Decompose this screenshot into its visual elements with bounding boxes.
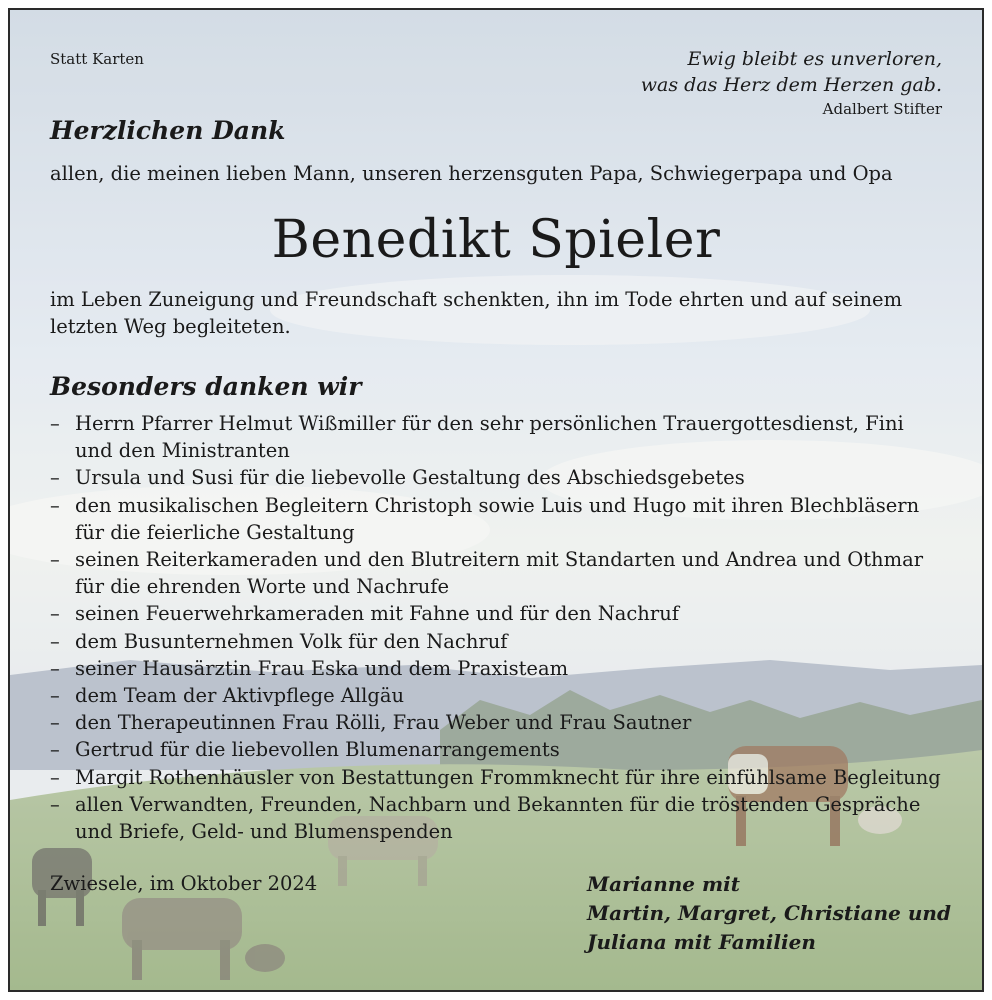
thanks-heading: Herzlichen Dank	[50, 116, 286, 145]
list-item-line: seiner Hausärztin Frau Eska und dem Praxisteam	[75, 656, 569, 680]
list-item-line: den Therapeutinnen Frau Rölli, Frau Weber und Frau Sautner	[75, 711, 692, 735]
special-thanks-heading: Besonders danken wir	[50, 372, 362, 401]
dash-marker: –	[50, 493, 60, 517]
dash-marker: –	[50, 792, 60, 816]
dash-marker: –	[50, 602, 60, 626]
list-item-line: dem Busunternehmen Volk für den Nachruf	[75, 629, 508, 653]
list-item-line: Gertrud für die liebevollen Blumenarrangements	[75, 738, 560, 762]
list-item	[50, 492, 955, 546]
list-item-line: und Briefe, Geld- und Blumenspenden	[75, 820, 453, 844]
list-item-line: dem Team der Aktivpflege Allgäu	[75, 684, 405, 708]
list-item-line: für die ehrenden Worte und Nachrufe	[75, 575, 450, 599]
body-line-1: im Leben Zuneigung und Freundschaft schenkten, ihn im Tode ehrten und auf seinem	[50, 288, 903, 311]
list-item-line: Ursula und Susi für die liebevolle Gestaltung des Abschiedsgebetes	[75, 466, 745, 490]
list-item	[50, 628, 955, 655]
quote-line-1: Ewig bleibt es unverloren,	[687, 48, 942, 70]
dash-marker: –	[50, 711, 60, 735]
signature-block	[587, 870, 951, 957]
list-item	[50, 410, 955, 464]
dash-marker: –	[50, 684, 60, 708]
statt-karten-label: Statt Karten	[50, 50, 144, 68]
dash-marker: –	[50, 656, 60, 680]
list-item	[50, 682, 955, 709]
dash-marker: –	[50, 765, 60, 789]
quote-block	[641, 46, 942, 120]
list-item	[50, 546, 955, 600]
list-item	[50, 464, 955, 491]
list-item	[50, 600, 955, 627]
signature-line-1: Marianne mit	[587, 872, 740, 896]
body-line-2: letzten Weg begleiteten.	[50, 315, 291, 338]
deceased-name: Benedikt Spieler	[271, 210, 721, 270]
quote-author: Adalbert Stifter	[822, 100, 942, 118]
list-item	[50, 764, 955, 791]
signature-line-2: Martin, Margret, Christiane und	[587, 901, 951, 925]
list-item-line: seinen Reiterkameraden und den Blutreitern mit Standarten und Andrea und Othmar	[75, 548, 924, 572]
list-item-line: für die feierliche Gestaltung	[75, 520, 355, 544]
list-item-line: Margit Rothenhäusler von Bestattungen Frommknecht für ihre einfühlsame Begleitung	[75, 765, 941, 789]
list-item-line: seinen Feuerwehrkameraden mit Fahne und für den Nachruf	[75, 602, 679, 626]
list-item	[50, 736, 955, 763]
list-item-line: und den Ministranten	[75, 439, 290, 463]
thanks-list	[50, 410, 955, 845]
list-item	[50, 709, 955, 736]
dash-marker: –	[50, 629, 60, 653]
dash-marker: –	[50, 466, 60, 490]
dash-marker: –	[50, 738, 60, 762]
obituary-card	[8, 8, 984, 992]
list-item-line: den musikalischen Begleitern Christoph sowie Luis und Hugo mit ihren Blechbläsern	[75, 493, 920, 517]
body-text	[50, 286, 902, 340]
list-item	[50, 655, 955, 682]
list-item-line: allen Verwandten, Freunden, Nachbarn und Bekannten für die tröstenden Gespräche	[75, 792, 921, 816]
dash-marker: –	[50, 548, 60, 572]
content	[10, 10, 982, 990]
place-date: Zwiesele, im Oktober 2024	[50, 872, 318, 895]
quote-line-2: was das Herz dem Herzen gab.	[640, 74, 942, 96]
dash-marker: –	[50, 412, 60, 435]
list-item	[50, 791, 955, 845]
list-item-line: Herrn Pfarrer Helmut Wißmiller für den sehr persönlichen Trauergottesdienst, Fini	[75, 412, 904, 435]
signature-line-3: Juliana mit Familien	[587, 930, 816, 954]
intro-text: allen, die meinen lieben Mann, unseren herzensguten Papa, Schwiegerpapa und Opa	[50, 162, 893, 185]
